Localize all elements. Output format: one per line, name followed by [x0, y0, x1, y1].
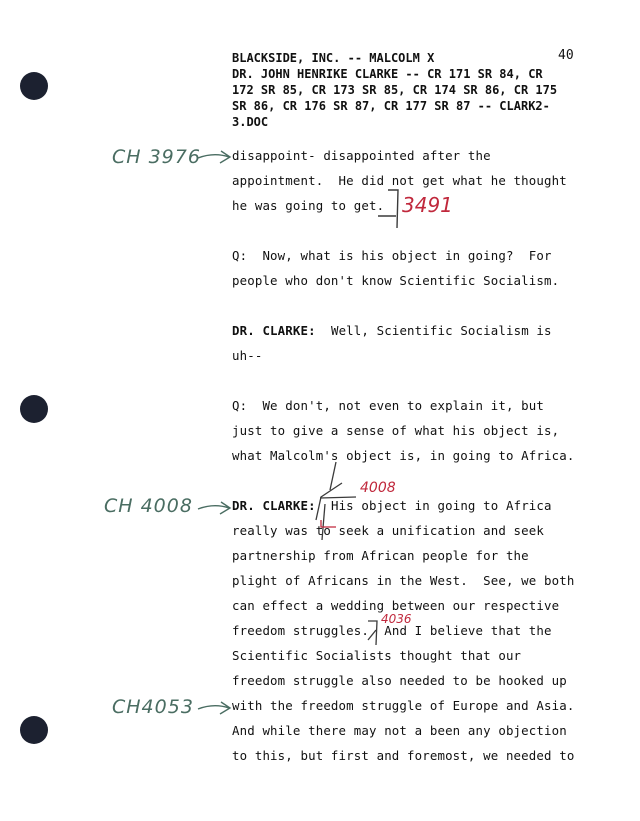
margin-timecode-1: CH 3976 [112, 146, 201, 168]
header-line-1: BLACKSIDE, INC. -- MALCOLM X [232, 51, 435, 65]
transcript-line: what Malcolm's object is, in going to Africa. [232, 448, 575, 463]
header-line-4: SR 86, CR 176 SR 87, CR 177 SR 87 -- CLARK2- [232, 99, 550, 113]
transcript-text: His object in going to Africa [330, 498, 552, 513]
speaker-label: DR. CLARKE: [232, 323, 316, 338]
transcript-line: people who don't know Scientific Socialism. [232, 273, 560, 288]
bracket-mark [316, 462, 356, 540]
transcript-line: uh-- [232, 348, 263, 363]
transcript-line: Q: Now, what is his object in going? For [232, 248, 552, 263]
transcript-text: Well, Scientific Socialism is [330, 323, 552, 338]
transcript-line: appointment. He did not get what he thought [232, 173, 567, 188]
page-number: 40 [558, 48, 574, 63]
arrow-icon [198, 502, 230, 514]
transcript-line: plight of Africans in the West. See, we both [232, 573, 575, 588]
arrow-icon [198, 151, 230, 163]
red-timecode-1: 3491 [402, 193, 453, 217]
margin-timecode-3: CH4053 [112, 696, 194, 718]
transcript-text: freedom struggles. [232, 623, 369, 638]
transcript-line: to this, but first and foremost, we needed to [232, 748, 575, 763]
transcript-line: And while there may not a been any objection [232, 723, 567, 738]
margin-timecode-2: CH 4008 [104, 495, 193, 517]
transcript-line: Scientific Socialists thought that our [232, 648, 522, 663]
bracket-mark [378, 190, 398, 228]
speaker-label: DR. CLARKE: [232, 498, 316, 513]
transcript-line: he was going to get. [232, 198, 385, 213]
transcript-line: just to give a sense of what his object is, [232, 423, 560, 438]
header-line-3: 172 SR 85, CR 173 SR 85, CR 174 SR 86, CR 175 [232, 83, 558, 97]
arrow-icon [198, 702, 230, 714]
transcript-line: disappoint- disappointed after the [232, 148, 491, 163]
red-timecode-3: 4036 [381, 612, 412, 626]
transcript-line: Q: We don't, not even to explain it, but [232, 398, 545, 413]
transcript-text: And I believe that the [384, 623, 552, 638]
header-line-2: DR. JOHN HENRIKE CLARKE -- CR 171 SR 84, CR [232, 67, 543, 81]
header-line-5: 3.DOC [232, 115, 269, 129]
transcript-line: can effect a wedding between our respective [232, 598, 560, 613]
transcript-line: partnership from African people for the [232, 548, 529, 563]
transcript-line: really was to seek a unification and seek [232, 523, 545, 538]
transcript-line: freedom struggle also needed to be hooked up [232, 673, 567, 688]
bracket-mark [368, 621, 377, 645]
transcript-line: with the freedom struggle of Europe and Asia. [232, 698, 575, 713]
red-timecode-2: 4008 [360, 480, 396, 496]
